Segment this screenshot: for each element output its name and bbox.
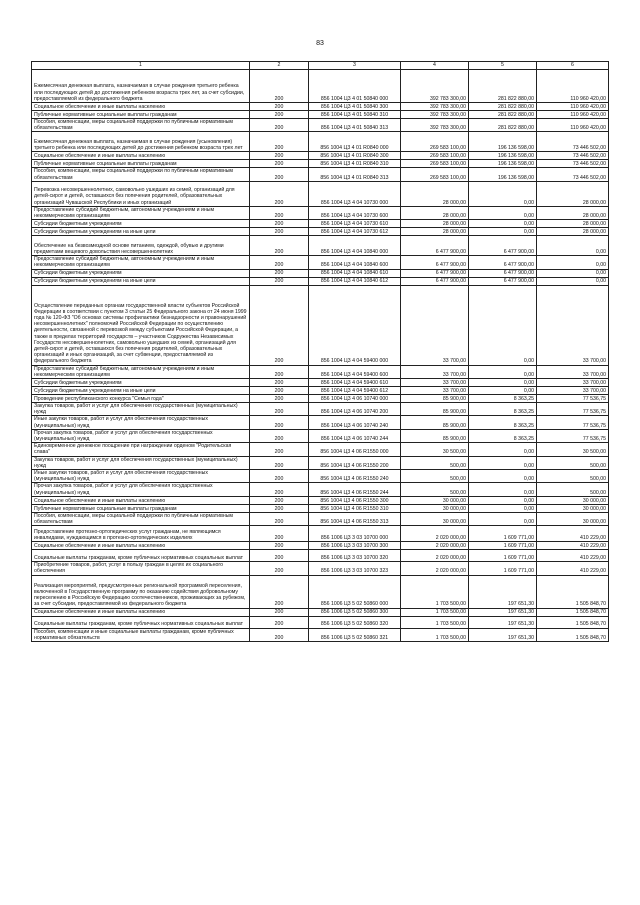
budget-execution-table bbox=[31, 61, 609, 642]
row-line-code-cell: 200 bbox=[250, 256, 309, 269]
table-row bbox=[32, 628, 609, 641]
row-description-cell: Перевозка несовершеннолетних, самовольно ушедших из семей, организаций для детей-сирот и детей, оставшихся без попечения родителей, образовательных организаций Чувашской Республики и иных организаций bbox=[32, 181, 250, 206]
row-executed-amount-cell: 0,00 bbox=[469, 285, 537, 365]
table-row bbox=[32, 132, 609, 152]
column-number-header-row bbox=[32, 62, 609, 70]
row-approved-amount-cell: 1 703 500,00 bbox=[401, 608, 469, 616]
row-approved-amount-cell: 1 703 500,00 bbox=[401, 575, 469, 608]
row-classification-code-cell: 856 1004 Ц3 4 04 59400 610 bbox=[309, 379, 401, 387]
row-approved-amount-cell: 2 020 000,00 bbox=[401, 562, 469, 575]
row-classification-code-cell: 856 1004 Ц3 4 04 59400 600 bbox=[309, 365, 401, 378]
row-classification-code-cell: 856 1004 Ц3 4 04 59400 000 bbox=[309, 285, 401, 365]
row-line-code-cell: 200 bbox=[250, 575, 309, 608]
table-row bbox=[32, 616, 609, 628]
table-row bbox=[32, 111, 609, 119]
row-approved-amount-cell: 28 000,00 bbox=[401, 206, 469, 219]
row-unexecuted-amount-cell: 33 700,00 bbox=[537, 387, 609, 395]
row-description-cell: Прочая закупка товаров, работ и услуг для обеспечения государственных (муниципальных) нужд bbox=[32, 483, 250, 496]
row-line-code-cell: 200 bbox=[250, 403, 309, 416]
row-description-cell: Пособия, компенсации и иные социальные выплаты гражданам, кроме публичных нормативных обязательств bbox=[32, 628, 250, 641]
row-unexecuted-amount-cell: 28 000,00 bbox=[537, 228, 609, 236]
table-row bbox=[32, 403, 609, 416]
row-approved-amount-cell: 30 000,00 bbox=[401, 496, 469, 504]
row-line-code-cell: 200 bbox=[250, 550, 309, 562]
row-description-cell: Прочая закупка товаров, работ и услуг для обеспечения государственных (муниципальных) нужд bbox=[32, 429, 250, 442]
row-classification-code-cell: 856 1004 Ц3 4 06 10740 244 bbox=[309, 429, 401, 442]
row-description-cell: Пособия, компенсации, меры социальной поддержки по публичным нормативным обязательствам bbox=[32, 512, 250, 525]
row-classification-code-cell: 856 1004 Ц3 4 01 50840 000 bbox=[309, 70, 401, 103]
row-approved-amount-cell: 33 700,00 bbox=[401, 285, 469, 365]
row-approved-amount-cell: 392 783 300,00 bbox=[401, 111, 469, 119]
row-line-code-cell: 200 bbox=[250, 160, 309, 168]
row-executed-amount-cell: 6 477 900,00 bbox=[469, 269, 537, 277]
row-approved-amount-cell: 30 000,00 bbox=[401, 512, 469, 525]
row-unexecuted-amount-cell: 28 000,00 bbox=[537, 220, 609, 228]
row-approved-amount-cell: 30 000,00 bbox=[401, 504, 469, 512]
row-executed-amount-cell: 8 363,25 bbox=[469, 416, 537, 429]
row-line-code-cell: 200 bbox=[250, 504, 309, 512]
row-unexecuted-amount-cell: 77 536,75 bbox=[537, 395, 609, 403]
row-approved-amount-cell: 1 703 500,00 bbox=[401, 628, 469, 641]
row-approved-amount-cell: 392 783 300,00 bbox=[401, 103, 469, 111]
row-classification-code-cell: 856 1004 Ц3 4 01 R0840 300 bbox=[309, 152, 401, 160]
row-description-cell: Приобретение товаров, работ, услуг в пользу граждан в целях их социального обеспечения bbox=[32, 562, 250, 575]
row-approved-amount-cell: 85 900,00 bbox=[401, 395, 469, 403]
row-line-code-cell: 200 bbox=[250, 111, 309, 119]
table-row bbox=[32, 70, 609, 103]
row-unexecuted-amount-cell: 30 000,00 bbox=[537, 496, 609, 504]
row-classification-code-cell: 856 1004 Ц3 4 06 R1550 200 bbox=[309, 456, 401, 469]
row-executed-amount-cell: 281 822 880,00 bbox=[469, 70, 537, 103]
row-executed-amount-cell: 8 363,25 bbox=[469, 395, 537, 403]
row-unexecuted-amount-cell: 110 960 420,00 bbox=[537, 111, 609, 119]
row-approved-amount-cell: 85 900,00 bbox=[401, 416, 469, 429]
row-description-cell: Субсидии бюджетным учреждениям на иные цели bbox=[32, 277, 250, 285]
row-description-cell: Иные закупки товаров, работ и услуг для обеспечения государственных (муниципальных) нужд bbox=[32, 470, 250, 483]
row-unexecuted-amount-cell: 30 000,00 bbox=[537, 504, 609, 512]
row-unexecuted-amount-cell: 73 446 502,00 bbox=[537, 132, 609, 152]
row-unexecuted-amount-cell: 1 505 848,70 bbox=[537, 608, 609, 616]
row-classification-code-cell: 856 1004 Ц3 4 01 R0840 310 bbox=[309, 160, 401, 168]
row-description-cell: Субсидии бюджетным учреждениям на иные цели bbox=[32, 228, 250, 236]
row-line-code-cell: 200 bbox=[250, 483, 309, 496]
table-row bbox=[32, 512, 609, 525]
row-approved-amount-cell: 269 583 100,00 bbox=[401, 160, 469, 168]
row-description-cell: Обеспечение на безвозмездной основе питанием, одеждой, обувью и другими предметами вещевого довольствия несовершеннолетних bbox=[32, 236, 250, 256]
row-executed-amount-cell: 0,00 bbox=[469, 470, 537, 483]
row-line-code-cell: 200 bbox=[250, 168, 309, 181]
table-row bbox=[32, 206, 609, 219]
row-classification-code-cell: 856 1006 Ц3 3 03 10700 320 bbox=[309, 550, 401, 562]
row-classification-code-cell: 856 1004 Ц3 4 01 50840 310 bbox=[309, 111, 401, 119]
row-executed-amount-cell: 0,00 bbox=[469, 228, 537, 236]
row-classification-code-cell: 856 1006 Ц3 5 02 50860 300 bbox=[309, 608, 401, 616]
table-row bbox=[32, 550, 609, 562]
row-executed-amount-cell: 1 609 771,00 bbox=[469, 526, 537, 542]
row-unexecuted-amount-cell: 73 446 502,00 bbox=[537, 168, 609, 181]
row-line-code-cell: 200 bbox=[250, 416, 309, 429]
row-classification-code-cell: 856 1004 Ц3 4 04 59400 612 bbox=[309, 387, 401, 395]
row-executed-amount-cell: 0,00 bbox=[469, 504, 537, 512]
row-description-cell: Проведение республиканского конкурса "Семья года" bbox=[32, 395, 250, 403]
row-unexecuted-amount-cell: 500,00 bbox=[537, 470, 609, 483]
row-line-code-cell: 200 bbox=[250, 379, 309, 387]
row-classification-code-cell: 856 1006 Ц3 3 03 10700 000 bbox=[309, 526, 401, 542]
row-classification-code-cell: 856 1004 Ц3 4 04 10840 000 bbox=[309, 236, 401, 256]
row-description-cell: Предоставление субсидий бюджетным, автономным учреждениям и иным некоммерческим организациям bbox=[32, 256, 250, 269]
row-description-cell: Предоставление протезно-ортопедических услуг гражданам, не являющимся инвалидами, нуждающимся в протезно-ортопедических изделиях bbox=[32, 526, 250, 542]
row-classification-code-cell: 856 1004 Ц3 4 04 10840 612 bbox=[309, 277, 401, 285]
row-description-cell: Иные закупки товаров, работ и услуг для обеспечения государственных (муниципальных) нужд bbox=[32, 416, 250, 429]
row-description-cell: Социальное обеспечение и иные выплаты населению bbox=[32, 608, 250, 616]
row-line-code-cell: 200 bbox=[250, 119, 309, 132]
table-row bbox=[32, 470, 609, 483]
row-line-code-cell: 200 bbox=[250, 220, 309, 228]
row-executed-amount-cell: 197 651,30 bbox=[469, 608, 537, 616]
row-classification-code-cell: 856 1006 Ц3 5 02 50860 000 bbox=[309, 575, 401, 608]
row-description-cell: Пособия, компенсации, меры социальной поддержки по публичным нормативным обязательствам bbox=[32, 168, 250, 181]
table-row bbox=[32, 387, 609, 395]
row-unexecuted-amount-cell: 110 960 420,00 bbox=[537, 103, 609, 111]
row-classification-code-cell: 856 1004 Ц3 4 04 10840 600 bbox=[309, 256, 401, 269]
table-row bbox=[32, 416, 609, 429]
row-classification-code-cell: 856 1004 Ц3 4 06 R1550 000 bbox=[309, 443, 401, 456]
row-executed-amount-cell: 0,00 bbox=[469, 220, 537, 228]
row-description-cell: Социальное обеспечение и иные выплаты населению bbox=[32, 103, 250, 111]
row-classification-code-cell: 856 1006 Ц3 3 03 10700 300 bbox=[309, 542, 401, 550]
row-unexecuted-amount-cell: 410 229,00 bbox=[537, 526, 609, 542]
table-row bbox=[32, 504, 609, 512]
row-approved-amount-cell: 2 020 000,00 bbox=[401, 550, 469, 562]
row-classification-code-cell: 856 1006 Ц3 5 02 50860 321 bbox=[309, 628, 401, 641]
row-executed-amount-cell: 281 822 880,00 bbox=[469, 111, 537, 119]
row-executed-amount-cell: 0,00 bbox=[469, 365, 537, 378]
row-approved-amount-cell: 28 000,00 bbox=[401, 220, 469, 228]
row-description-cell: Социальные выплаты гражданам, кроме публичных нормативных социальных выплат bbox=[32, 550, 250, 562]
row-unexecuted-amount-cell: 0,00 bbox=[537, 256, 609, 269]
row-approved-amount-cell: 28 000,00 bbox=[401, 228, 469, 236]
table-row bbox=[32, 575, 609, 608]
row-approved-amount-cell: 6 477 900,00 bbox=[401, 269, 469, 277]
table-row bbox=[32, 228, 609, 236]
row-line-code-cell: 200 bbox=[250, 608, 309, 616]
row-unexecuted-amount-cell: 73 446 502,00 bbox=[537, 160, 609, 168]
row-classification-code-cell: 856 1004 Ц3 4 04 10730 000 bbox=[309, 181, 401, 206]
row-line-code-cell: 200 bbox=[250, 269, 309, 277]
table-row bbox=[32, 483, 609, 496]
row-approved-amount-cell: 500,00 bbox=[401, 456, 469, 469]
row-approved-amount-cell: 85 900,00 bbox=[401, 403, 469, 416]
row-line-code-cell: 200 bbox=[250, 103, 309, 111]
row-classification-code-cell: 856 1006 Ц3 3 03 10700 323 bbox=[309, 562, 401, 575]
row-description-cell: Ежемесячная денежная выплата, назначаемая в случае рождения третьего ребенка или последующих детей до достижения ребенком возраста трех лет, за счет субсидии, предоставляемой из федерального бюджета bbox=[32, 70, 250, 103]
row-executed-amount-cell: 0,00 bbox=[469, 496, 537, 504]
row-approved-amount-cell: 33 700,00 bbox=[401, 379, 469, 387]
row-unexecuted-amount-cell: 33 700,00 bbox=[537, 365, 609, 378]
row-executed-amount-cell: 0,00 bbox=[469, 387, 537, 395]
row-unexecuted-amount-cell: 410 229,00 bbox=[537, 562, 609, 575]
row-description-cell: Субсидии бюджетным учреждениям на иные цели bbox=[32, 387, 250, 395]
row-approved-amount-cell: 85 900,00 bbox=[401, 429, 469, 442]
row-classification-code-cell: 856 1004 Ц3 4 06 R1550 310 bbox=[309, 504, 401, 512]
row-description-cell: Субсидии бюджетным учреждениям bbox=[32, 220, 250, 228]
row-executed-amount-cell: 281 822 880,00 bbox=[469, 119, 537, 132]
row-line-code-cell: 200 bbox=[250, 562, 309, 575]
row-executed-amount-cell: 1 609 771,00 bbox=[469, 562, 537, 575]
row-approved-amount-cell: 500,00 bbox=[401, 483, 469, 496]
row-executed-amount-cell: 0,00 bbox=[469, 181, 537, 206]
row-unexecuted-amount-cell: 110 960 420,00 bbox=[537, 119, 609, 132]
row-line-code-cell: 200 bbox=[250, 512, 309, 525]
row-executed-amount-cell: 197 651,30 bbox=[469, 628, 537, 641]
table-row bbox=[32, 562, 609, 575]
row-line-code-cell: 200 bbox=[250, 470, 309, 483]
table-row bbox=[32, 119, 609, 132]
row-executed-amount-cell: 1 609 771,00 bbox=[469, 550, 537, 562]
table-row bbox=[32, 496, 609, 504]
row-approved-amount-cell: 2 020 000,00 bbox=[401, 542, 469, 550]
row-executed-amount-cell: 8 363,25 bbox=[469, 429, 537, 442]
row-description-cell: Закупка товаров, работ и услуг для обеспечения государственных (муниципальных) нужд bbox=[32, 403, 250, 416]
row-executed-amount-cell: 197 651,30 bbox=[469, 575, 537, 608]
row-executed-amount-cell: 6 477 900,00 bbox=[469, 256, 537, 269]
table-row bbox=[32, 181, 609, 206]
row-classification-code-cell: 856 1004 Ц3 4 06 R1550 240 bbox=[309, 470, 401, 483]
row-line-code-cell: 200 bbox=[250, 616, 309, 628]
row-executed-amount-cell: 196 136 598,00 bbox=[469, 160, 537, 168]
table-row bbox=[32, 269, 609, 277]
table-row bbox=[32, 236, 609, 256]
row-classification-code-cell: 856 1004 Ц3 4 06 10740 000 bbox=[309, 395, 401, 403]
row-description-cell: Предоставление субсидий бюджетным, автономным учреждениям и иным некоммерческим организациям bbox=[32, 365, 250, 378]
row-classification-code-cell: 856 1004 Ц3 4 06 R1550 244 bbox=[309, 483, 401, 496]
row-description-cell: Осуществление переданных органам государственной власти субъектов Российской Федерации в соответствии с пунктом 3 статьи 25 Федерального закона от 24 июня 1999 года № 120-ФЗ "Об основах системы профилактики безнадзорности и правонарушений несовершеннолетних" полномочий Российской Федерации по осуществлению деятельности, связанной с перевозкой между субъектами Российской Федерации, а также в пределах территорий государств – участников Содружества Независимых Государств несовершеннолетних, самовольно ушедших из семей, организаций для детей-сирот и детей, оставшихся без попечения родителей, образовательных организаций и иных организаций, за счет субвенции, предоставляемой из федерального бюджета bbox=[32, 285, 250, 365]
row-executed-amount-cell: 6 477 900,00 bbox=[469, 277, 537, 285]
row-unexecuted-amount-cell: 410 229,00 bbox=[537, 550, 609, 562]
row-approved-amount-cell: 6 477 900,00 bbox=[401, 256, 469, 269]
row-unexecuted-amount-cell: 410 229,00 bbox=[537, 542, 609, 550]
row-line-code-cell: 200 bbox=[250, 236, 309, 256]
table-row bbox=[32, 277, 609, 285]
column-number-header: 2 bbox=[250, 62, 309, 70]
row-description-cell: Единовременное денежное поощрение при награждении орденом "Родительская слава" bbox=[32, 443, 250, 456]
row-classification-code-cell: 856 1004 Ц3 4 06 R1550 300 bbox=[309, 496, 401, 504]
row-description-cell: Публичные нормативные социальные выплаты гражданам bbox=[32, 160, 250, 168]
row-unexecuted-amount-cell: 500,00 bbox=[537, 483, 609, 496]
row-line-code-cell: 200 bbox=[250, 526, 309, 542]
row-classification-code-cell: 856 1004 Ц3 4 06 10740 240 bbox=[309, 416, 401, 429]
row-unexecuted-amount-cell: 33 700,00 bbox=[537, 379, 609, 387]
row-description-cell: Предоставление субсидий бюджетным, автономным учреждениям и иным некоммерческим организациям bbox=[32, 206, 250, 219]
row-executed-amount-cell: 0,00 bbox=[469, 512, 537, 525]
row-line-code-cell: 200 bbox=[250, 70, 309, 103]
row-unexecuted-amount-cell: 28 000,00 bbox=[537, 206, 609, 219]
row-unexecuted-amount-cell: 30 000,00 bbox=[537, 512, 609, 525]
row-unexecuted-amount-cell: 77 536,75 bbox=[537, 403, 609, 416]
row-line-code-cell: 200 bbox=[250, 628, 309, 641]
row-executed-amount-cell: 281 822 880,00 bbox=[469, 103, 537, 111]
row-approved-amount-cell: 392 783 300,00 bbox=[401, 70, 469, 103]
table-row bbox=[32, 256, 609, 269]
row-unexecuted-amount-cell: 30 500,00 bbox=[537, 443, 609, 456]
table-row bbox=[32, 429, 609, 442]
row-unexecuted-amount-cell: 77 536,75 bbox=[537, 416, 609, 429]
row-classification-code-cell: 856 1004 Ц3 4 01 50840 313 bbox=[309, 119, 401, 132]
row-classification-code-cell: 856 1004 Ц3 4 04 10730 612 bbox=[309, 228, 401, 236]
row-description-cell: Социальное обеспечение и иные выплаты населению bbox=[32, 152, 250, 160]
table-row bbox=[32, 379, 609, 387]
row-description-cell: Реализация мероприятий, предусмотренных региональной программой переселения, включенной в Государственную программу по оказанию содействия добровольному переселению в Российскую Федерацию соотечественников, проживающих за рубежом, за счет субсидии, предоставляемой из федерального бюджета bbox=[32, 575, 250, 608]
row-approved-amount-cell: 269 583 100,00 bbox=[401, 152, 469, 160]
row-line-code-cell: 200 bbox=[250, 429, 309, 442]
table-row bbox=[32, 160, 609, 168]
row-line-code-cell: 200 bbox=[250, 387, 309, 395]
row-line-code-cell: 200 bbox=[250, 456, 309, 469]
row-approved-amount-cell: 6 477 900,00 bbox=[401, 236, 469, 256]
row-unexecuted-amount-cell: 1 505 848,70 bbox=[537, 616, 609, 628]
row-description-cell: Социальные выплаты гражданам, кроме публичных нормативных социальных выплат bbox=[32, 616, 250, 628]
row-approved-amount-cell: 2 020 000,00 bbox=[401, 526, 469, 542]
column-number-header: 1 bbox=[32, 62, 250, 70]
row-classification-code-cell: 856 1006 Ц3 5 02 50860 320 bbox=[309, 616, 401, 628]
row-executed-amount-cell: 0,00 bbox=[469, 379, 537, 387]
table-row bbox=[32, 220, 609, 228]
row-description-cell: Пособия, компенсации, меры социальной поддержки по публичным нормативным обязательствам bbox=[32, 119, 250, 132]
row-unexecuted-amount-cell: 0,00 bbox=[537, 236, 609, 256]
row-executed-amount-cell: 196 136 598,00 bbox=[469, 168, 537, 181]
table-row bbox=[32, 608, 609, 616]
row-executed-amount-cell: 0,00 bbox=[469, 456, 537, 469]
row-line-code-cell: 200 bbox=[250, 206, 309, 219]
table-row bbox=[32, 168, 609, 181]
row-approved-amount-cell: 33 700,00 bbox=[401, 365, 469, 378]
row-line-code-cell: 200 bbox=[250, 181, 309, 206]
row-line-code-cell: 200 bbox=[250, 542, 309, 550]
row-approved-amount-cell: 269 583 100,00 bbox=[401, 132, 469, 152]
table-row bbox=[32, 395, 609, 403]
column-number-header: 3 bbox=[309, 62, 401, 70]
row-approved-amount-cell: 392 783 300,00 bbox=[401, 119, 469, 132]
row-unexecuted-amount-cell: 73 446 502,00 bbox=[537, 152, 609, 160]
row-approved-amount-cell: 28 000,00 bbox=[401, 181, 469, 206]
row-executed-amount-cell: 0,00 bbox=[469, 206, 537, 219]
table-row bbox=[32, 443, 609, 456]
table-row bbox=[32, 152, 609, 160]
row-description-cell: Публичные нормативные социальные выплаты гражданам bbox=[32, 111, 250, 119]
row-unexecuted-amount-cell: 28 000,00 bbox=[537, 181, 609, 206]
row-classification-code-cell: 856 1004 Ц3 4 01 50840 300 bbox=[309, 103, 401, 111]
row-unexecuted-amount-cell: 500,00 bbox=[537, 456, 609, 469]
row-classification-code-cell: 856 1004 Ц3 4 04 10840 610 bbox=[309, 269, 401, 277]
page-number: 83 bbox=[316, 40, 324, 47]
row-executed-amount-cell: 196 136 598,00 bbox=[469, 132, 537, 152]
row-executed-amount-cell: 196 136 598,00 bbox=[469, 152, 537, 160]
row-approved-amount-cell: 6 477 900,00 bbox=[401, 277, 469, 285]
row-line-code-cell: 200 bbox=[250, 132, 309, 152]
row-line-code-cell: 200 bbox=[250, 395, 309, 403]
row-unexecuted-amount-cell: 77 536,75 bbox=[537, 429, 609, 442]
row-executed-amount-cell: 197 651,30 bbox=[469, 616, 537, 628]
row-executed-amount-cell: 8 363,25 bbox=[469, 403, 537, 416]
row-classification-code-cell: 856 1004 Ц3 4 06 R1550 313 bbox=[309, 512, 401, 525]
row-description-cell: Субсидии бюджетным учреждениям bbox=[32, 269, 250, 277]
row-approved-amount-cell: 269 583 100,00 bbox=[401, 168, 469, 181]
row-line-code-cell: 200 bbox=[250, 285, 309, 365]
column-number-header: 6 bbox=[537, 62, 609, 70]
row-approved-amount-cell: 1 703 500,00 bbox=[401, 616, 469, 628]
row-classification-code-cell: 856 1004 Ц3 4 06 10740 200 bbox=[309, 403, 401, 416]
row-approved-amount-cell: 33 700,00 bbox=[401, 387, 469, 395]
column-number-header: 4 bbox=[401, 62, 469, 70]
row-unexecuted-amount-cell: 0,00 bbox=[537, 269, 609, 277]
table-row bbox=[32, 365, 609, 378]
table-row bbox=[32, 285, 609, 365]
row-line-code-cell: 200 bbox=[250, 228, 309, 236]
row-description-cell: Субсидии бюджетным учреждениям bbox=[32, 379, 250, 387]
row-executed-amount-cell: 0,00 bbox=[469, 483, 537, 496]
row-description-cell: Закупка товаров, работ и услуг для обеспечения государственных (муниципальных) нужд bbox=[32, 456, 250, 469]
row-description-cell: Публичные нормативные социальные выплаты гражданам bbox=[32, 504, 250, 512]
row-description-cell: Социальное обеспечение и иные выплаты населению bbox=[32, 542, 250, 550]
row-unexecuted-amount-cell: 0,00 bbox=[537, 277, 609, 285]
row-unexecuted-amount-cell: 33 700,00 bbox=[537, 285, 609, 365]
row-line-code-cell: 200 bbox=[250, 277, 309, 285]
row-classification-code-cell: 856 1004 Ц3 4 01 R0840 000 bbox=[309, 132, 401, 152]
row-executed-amount-cell: 0,00 bbox=[469, 443, 537, 456]
row-unexecuted-amount-cell: 110 960 420,00 bbox=[537, 70, 609, 103]
row-classification-code-cell: 856 1004 Ц3 4 01 R0840 313 bbox=[309, 168, 401, 181]
row-line-code-cell: 200 bbox=[250, 152, 309, 160]
row-line-code-cell: 200 bbox=[250, 496, 309, 504]
column-number-header: 5 bbox=[469, 62, 537, 70]
row-description-cell: Социальное обеспечение и иные выплаты населению bbox=[32, 496, 250, 504]
table-row bbox=[32, 542, 609, 550]
row-executed-amount-cell: 6 477 900,00 bbox=[469, 236, 537, 256]
row-approved-amount-cell: 500,00 bbox=[401, 470, 469, 483]
table-row bbox=[32, 526, 609, 542]
table-row bbox=[32, 103, 609, 111]
row-classification-code-cell: 856 1004 Ц3 4 04 10730 610 bbox=[309, 220, 401, 228]
row-executed-amount-cell: 1 609 771,00 bbox=[469, 542, 537, 550]
table-row bbox=[32, 456, 609, 469]
row-line-code-cell: 200 bbox=[250, 365, 309, 378]
row-line-code-cell: 200 bbox=[250, 443, 309, 456]
row-unexecuted-amount-cell: 1 505 848,70 bbox=[537, 628, 609, 641]
row-unexecuted-amount-cell: 1 505 848,70 bbox=[537, 575, 609, 608]
row-description-cell: Ежемесячная денежная выплата, назначаемая в случае рождения (усыновления) третьего ребенка или последующих детей до достижения ребенком возраста трех лет bbox=[32, 132, 250, 152]
row-classification-code-cell: 856 1004 Ц3 4 04 10730 600 bbox=[309, 206, 401, 219]
row-approved-amount-cell: 30 500,00 bbox=[401, 443, 469, 456]
